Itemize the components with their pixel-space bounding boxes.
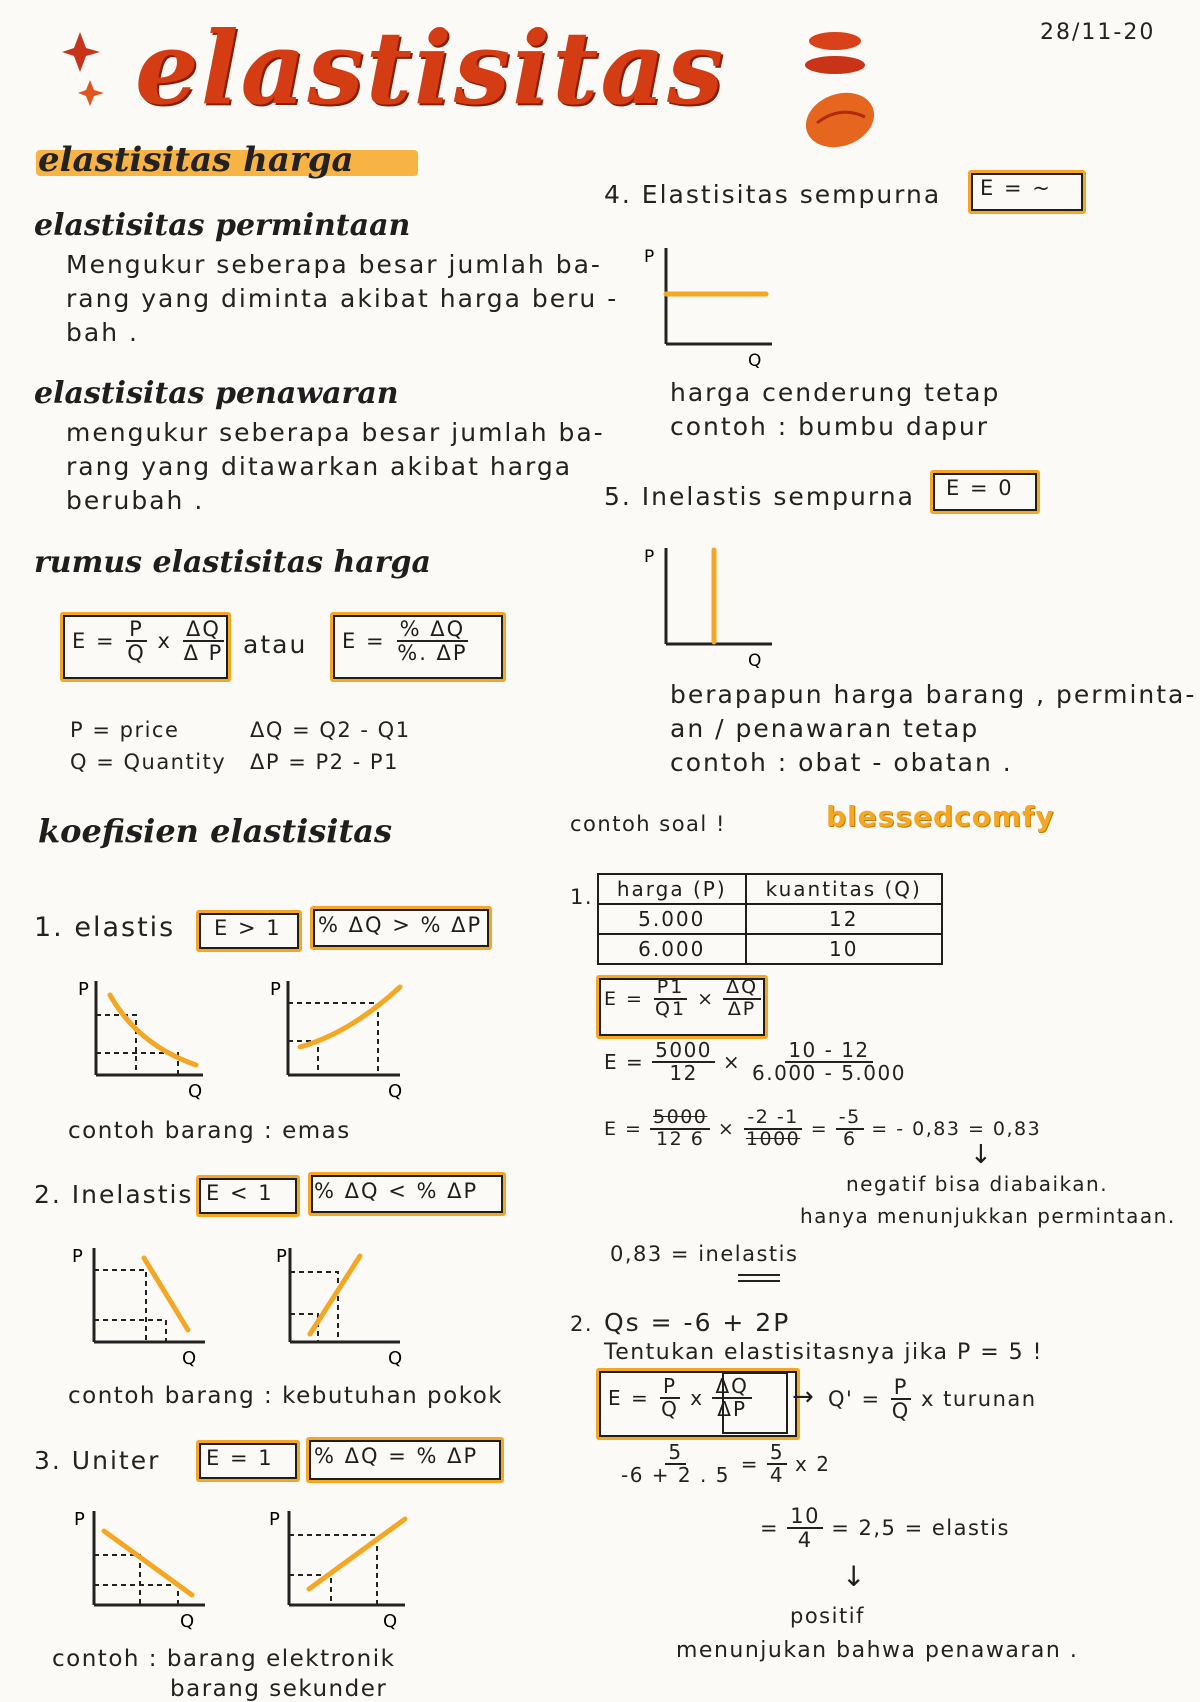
text-penawaran-1: mengukur seberapa besar jumlah ba- bbox=[66, 418, 605, 447]
text-permintaan-1: Mengukur seberapa besar jumlah ba- bbox=[66, 250, 602, 279]
line1-eq: = bbox=[740, 1452, 760, 1476]
soal1-note-2: hanya menunjukkan permintaan. bbox=[800, 1204, 1176, 1228]
graph-elastis-supply bbox=[270, 975, 410, 1100]
formula-2-num: % ΔQ bbox=[397, 618, 469, 642]
graph-inelastis-demand bbox=[70, 1242, 210, 1367]
formula-1-x: x bbox=[157, 629, 172, 654]
text-penawaran-3: berubah . bbox=[66, 486, 205, 515]
section-heading-elastisitas-harga: elastisitas harga bbox=[38, 140, 354, 180]
soal1-number: 1. bbox=[570, 885, 594, 909]
koef-3-contoh: contoh : barang elektronik bbox=[52, 1646, 396, 1672]
axis-q: Q bbox=[748, 651, 762, 670]
date-label: 28/11-20 bbox=[1040, 20, 1156, 45]
contoh-soal-label: contoh soal ! bbox=[570, 812, 726, 836]
soal1-note-1: negatif bisa diabaikan. bbox=[846, 1172, 1109, 1196]
table-row bbox=[598, 934, 942, 964]
arrow-down-icon: ↓ bbox=[970, 1140, 992, 1170]
table-cell: 12 bbox=[746, 904, 943, 934]
step2-e: E = bbox=[604, 1117, 643, 1140]
formula-2-e: E = bbox=[342, 629, 386, 654]
axis-q: Q bbox=[388, 1081, 403, 1100]
step2-n3: -5 bbox=[836, 1108, 864, 1130]
soal1-p1: P1 bbox=[654, 978, 688, 1000]
soal1-dp: ΔP bbox=[727, 997, 757, 1020]
heading-permintaan: elastisitas permintaan bbox=[34, 208, 411, 243]
formula-1-p: P bbox=[126, 618, 147, 642]
step1-d1: 12 bbox=[669, 1061, 698, 1085]
koef-2-label: 2. Inelastis bbox=[34, 1180, 194, 1209]
soal1-step1 bbox=[604, 1040, 909, 1084]
line2-result: = 2,5 bbox=[831, 1516, 897, 1541]
line2-label: = elastis bbox=[904, 1516, 1010, 1541]
seed-decoration-icon bbox=[795, 25, 905, 155]
table-cell: 10 bbox=[746, 934, 943, 964]
item5-label: 5. Inelastis sempurna bbox=[604, 482, 915, 511]
soal1-dq: ΔQ bbox=[723, 978, 761, 1000]
def-dq: ΔQ = Q2 - Q1 bbox=[250, 718, 411, 742]
formula-1-dq: ΔQ bbox=[183, 618, 224, 642]
heading-penawaran: elastisitas penawaran bbox=[34, 376, 399, 411]
heading-rumus: rumus elastisitas harga bbox=[34, 545, 431, 580]
axis-q: Q bbox=[188, 1081, 203, 1100]
formula-1 bbox=[72, 618, 226, 664]
axis-q: Q bbox=[182, 1348, 197, 1367]
axis-p: P bbox=[644, 247, 655, 267]
step2-d1: 12 6 bbox=[656, 1127, 705, 1150]
double-underline bbox=[738, 1274, 780, 1282]
koef-3-contoh2: barang sekunder bbox=[170, 1676, 388, 1702]
koef-1-b2: % ΔQ > % ΔP bbox=[318, 913, 483, 937]
table-header-harga: harga (P) bbox=[598, 874, 746, 904]
times-sign: × bbox=[722, 1050, 742, 1074]
item5-note-3: contoh : obat - obatan . bbox=[670, 748, 1013, 777]
graph-uniter-demand bbox=[70, 1505, 210, 1630]
axis-q: Q bbox=[388, 1348, 403, 1367]
times-sign: × bbox=[717, 1117, 736, 1140]
line1-n: 5 bbox=[665, 1442, 685, 1465]
graph-inelastis-supply bbox=[270, 1242, 410, 1367]
text-permintaan-3: bah . bbox=[66, 318, 139, 347]
koef-1-contoh: contoh barang : emas bbox=[68, 1118, 351, 1144]
axis-p: P bbox=[72, 1246, 83, 1267]
axis-q: Q bbox=[748, 351, 762, 370]
koef-2-b2: % ΔQ < % ΔP bbox=[314, 1179, 479, 1203]
graph-elastis-demand bbox=[78, 975, 208, 1100]
soal2-p: P bbox=[660, 1376, 680, 1399]
formula-2-den: %. ΔP bbox=[397, 641, 468, 666]
text-permintaan-2: rang yang diminta akibat harga beru - bbox=[66, 284, 619, 313]
step1-e: E = bbox=[604, 1050, 645, 1074]
soal2-task: Tentukan elastisitasnya jika P = 5 ! bbox=[604, 1340, 1043, 1365]
soal1-formula bbox=[604, 978, 761, 1020]
table-header-kuantitas: kuantitas (Q) bbox=[746, 874, 943, 904]
soal1-table bbox=[597, 873, 943, 965]
text-penawaran-2: rang yang ditawarkan akibat harga bbox=[66, 452, 573, 481]
line2-d: 4 bbox=[797, 1528, 813, 1553]
soal2-dp: ΔP bbox=[717, 1397, 748, 1421]
line2-eq: = bbox=[760, 1516, 780, 1541]
watermark: blessedcomfy bbox=[826, 800, 1055, 833]
line1-d2: 4 bbox=[769, 1463, 785, 1487]
table-header-row bbox=[598, 874, 942, 904]
formula-1-e: E = bbox=[72, 629, 116, 654]
soal2-positif: positif bbox=[790, 1604, 865, 1628]
axis-p: P bbox=[74, 1509, 85, 1530]
koef-1-b1: E > 1 bbox=[214, 916, 282, 940]
line1-n2: 5 bbox=[767, 1442, 787, 1465]
soal1-e: E = bbox=[604, 987, 644, 1010]
step1-d2: 6.000 - 5.000 bbox=[752, 1061, 906, 1085]
qprime-q: Q bbox=[891, 1399, 910, 1424]
soal2-equation: Qs = -6 + 2P bbox=[604, 1308, 791, 1337]
graph-elastis-sempurna bbox=[640, 240, 780, 370]
formula-2 bbox=[342, 618, 471, 664]
koef-2-contoh: contoh barang : kebutuhan pokok bbox=[68, 1383, 504, 1409]
qprime-p: P bbox=[891, 1376, 911, 1400]
item4-formula: E = ~ bbox=[980, 176, 1052, 200]
item5-note-2: an / penawaran tetap bbox=[670, 714, 980, 743]
soal2-number: 2. bbox=[570, 1312, 594, 1336]
soal2-q: Q bbox=[661, 1397, 679, 1421]
step2-n2: -2 -1 bbox=[744, 1108, 801, 1130]
koef-3-b2: % ΔQ = % ΔP bbox=[314, 1444, 479, 1468]
graph-inelastis-sempurna bbox=[640, 540, 780, 670]
koef-3-label: 3. Uniter bbox=[34, 1446, 161, 1475]
axis-p: P bbox=[269, 1509, 280, 1530]
sparkle-icon bbox=[60, 20, 110, 110]
line1-d: -6 + 2 . 5 bbox=[621, 1463, 730, 1487]
soal2-note: menunjukan bahwa penawaran . bbox=[676, 1638, 1079, 1663]
page-title: elastisitas bbox=[135, 9, 726, 127]
step2-d2: 1000 bbox=[745, 1127, 801, 1150]
step2-n1: 5000 bbox=[650, 1108, 710, 1130]
axis-p: P bbox=[276, 1246, 287, 1267]
def-q: Q = Quantity bbox=[70, 750, 227, 774]
times-sign: × bbox=[697, 987, 716, 1010]
soal1-result: 0,83 = inelastis bbox=[610, 1242, 799, 1266]
axis-p: P bbox=[78, 979, 89, 1000]
arrow-down-icon: ↓ bbox=[842, 1560, 866, 1593]
soal2-e: E = bbox=[608, 1386, 650, 1410]
koef-3-b1: E = 1 bbox=[206, 1446, 274, 1470]
item4-note-1: harga cenderung tetap bbox=[670, 378, 1001, 407]
arrow-right-icon: → bbox=[792, 1382, 814, 1412]
soal2-qprime bbox=[828, 1376, 1037, 1422]
axis-p: P bbox=[270, 979, 281, 1000]
turunan: x turunan bbox=[921, 1387, 1037, 1412]
item5-formula: E = 0 bbox=[946, 476, 1014, 500]
item4-label: 4. Elastisitas sempurna bbox=[604, 180, 942, 209]
koef-1-label: 1. elastis bbox=[34, 912, 176, 943]
item4-note-2: contoh : bumbu dapur bbox=[670, 412, 990, 441]
heading-koefisien: koefisien elastisitas bbox=[38, 812, 392, 850]
graph-uniter-supply bbox=[265, 1505, 415, 1630]
axis-q: Q bbox=[180, 1611, 195, 1630]
table-cell: 6.000 bbox=[598, 934, 746, 964]
table-row bbox=[598, 904, 942, 934]
formula-1-q: Q bbox=[127, 641, 146, 666]
axis-p: P bbox=[644, 547, 655, 567]
soal2-line1 bbox=[618, 1442, 830, 1486]
def-p: P = price bbox=[70, 718, 180, 742]
soal2-line2 bbox=[760, 1505, 1010, 1551]
step2-result: = - 0,83 = 0,83 bbox=[871, 1117, 1042, 1140]
soal2-formula bbox=[608, 1376, 752, 1420]
step1-n2: 10 - 12 bbox=[785, 1040, 872, 1063]
def-dp: ΔP = P2 - P1 bbox=[250, 750, 399, 774]
formula-1-dp: Δ P bbox=[183, 641, 224, 666]
item5-note-1: berapapun harga barang , perminta- bbox=[670, 680, 1197, 709]
koef-2-b1: E < 1 bbox=[206, 1181, 274, 1205]
step2-eq: = bbox=[810, 1117, 829, 1140]
step2-d3: 6 bbox=[842, 1127, 857, 1150]
axis-q: Q bbox=[383, 1611, 398, 1630]
atau-label: atau bbox=[243, 630, 308, 659]
table-cell: 5.000 bbox=[598, 904, 746, 934]
line1-x: x 2 bbox=[795, 1452, 831, 1476]
soal2-dq: ΔQ bbox=[712, 1376, 751, 1399]
soal2-x: x bbox=[690, 1386, 705, 1410]
soal1-q1: Q1 bbox=[655, 997, 687, 1020]
qprime: Q' bbox=[828, 1387, 854, 1412]
equals-sign: = bbox=[861, 1387, 881, 1412]
step1-n1: 5000 bbox=[652, 1040, 715, 1063]
line2-n: 10 bbox=[787, 1505, 823, 1529]
